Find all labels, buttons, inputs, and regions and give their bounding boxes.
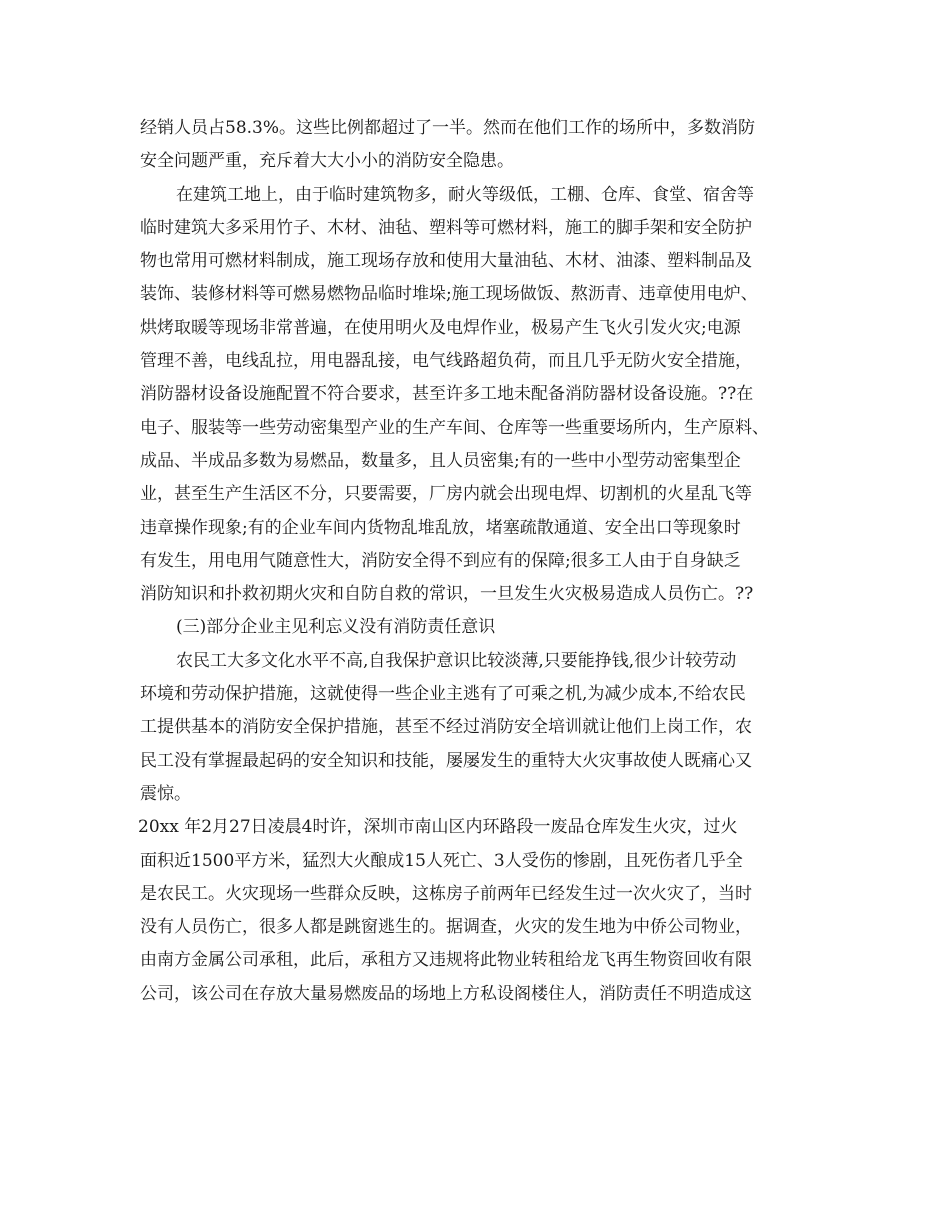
- text-line: 消防知识和扑救初期火灾和自防自救的常识，一旦发生火灾极易造成人员伤亡。??: [140, 584, 754, 605]
- document-body: [140, 112, 830, 1011]
- text-line: 面积近1500平方米，猛烈大火酿成15人死亡、3人受伤的惨剧，且死伤者几乎全: [140, 850, 743, 871]
- text-line: 是农民工。火灾现场一些群众反映，这栋房子前两年已经发生过一次火灾了，当时: [140, 883, 752, 904]
- text-line: 物也常用可燃材料制成，施工现场存放和使用大量油毡、木材、油漆、塑料制品及: [140, 251, 752, 272]
- text-line: 消防器材设备设施配置不符合要求，甚至许多工地未配备消防器材设备设施。??在: [140, 384, 754, 405]
- text-line: 工提供基本的消防安全保护措施，甚至不经过消防安全培训就让他们上岗工作，农: [140, 717, 752, 738]
- text-line: 公司，该公司在存放大量易燃废品的场地上方私设阁楼住人，消防责任不明造成这: [140, 983, 752, 1004]
- text-line: 电子、服装等一些劳动密集型产业的生产车间、仓库等一些重要场所内，生产原料、: [140, 417, 769, 438]
- section-heading: (三)部分企业主见利忘义没有消防责任意识: [176, 617, 496, 638]
- text-line: 业，甚至生产生活区不分，只要需要，厂房内就会出现电焊、切割机的火星乱飞等: [140, 484, 752, 505]
- text-line: 烘烤取暖等现场非常普遍，在使用明火及电焊作业，极易产生飞火引发火灾;电源: [140, 317, 741, 338]
- text-line: 有发生，用电用气随意性大，消防安全得不到应有的保障;很多工人由于自身缺乏: [140, 550, 741, 571]
- text-line: 农民工大多文化水平不高,自我保护意识比较淡薄,只要能挣钱,很少计较劳动: [176, 650, 737, 671]
- text-line: 由南方金属公司承租，此后，承租方又违规将此物业转租给龙飞再生物资回收有限: [140, 950, 752, 971]
- text-line: 装饰、装修材料等可燃易燃物品临时堆垛;施工现场做饭、熬沥青、违章使用电炉、: [140, 284, 758, 305]
- text-line: 在建筑工地上，由于临时建筑物多，耐火等级低，工棚、仓库、食堂、宿舍等: [176, 184, 754, 205]
- text-line: 20xx 年2月27日凌晨4时许，深圳市南山区内环路段一废品仓库发生火灾，过火: [138, 817, 738, 838]
- text-line: 经销人员占58.3%。这些比例都超过了一半。然而在他们工作的场所中，多数消防: [140, 118, 756, 138]
- text-line: 成品、半成品多数为易燃品，数量多，且人员密集;有的一些中小型劳动密集型企: [140, 450, 741, 471]
- text-line: 民工没有掌握最起码的安全知识和技能，屡屡发生的重特大火灾事故使人既痛心又: [140, 750, 752, 771]
- text-line: 临时建筑大多采用竹子、木材、油毡、塑料等可燃材料，施工的脚手架和安全防护: [140, 217, 752, 238]
- text-line: 震惊。: [140, 783, 191, 804]
- text-line: 环境和劳动保护措施，这就使得一些企业主逃有了可乘之机,为减少成本,不给农民: [140, 684, 746, 705]
- text-line: 管理不善，电线乱拉，用电器乱接，电气线路超负荷，而且几乎无防火安全措施，: [140, 351, 752, 372]
- text-line: 没有人员伤亡，很多人都是跳窗逃生的。据调查，火灾的发生地为中侨公司物业，: [140, 917, 752, 938]
- text-line: 违章操作现象;有的企业车间内货物乱堆乱放，堵塞疏散通道、安全出口等现象时: [140, 517, 741, 538]
- text-line: 安全问题严重，充斥着大大小小的消防安全隐患。: [140, 151, 514, 172]
